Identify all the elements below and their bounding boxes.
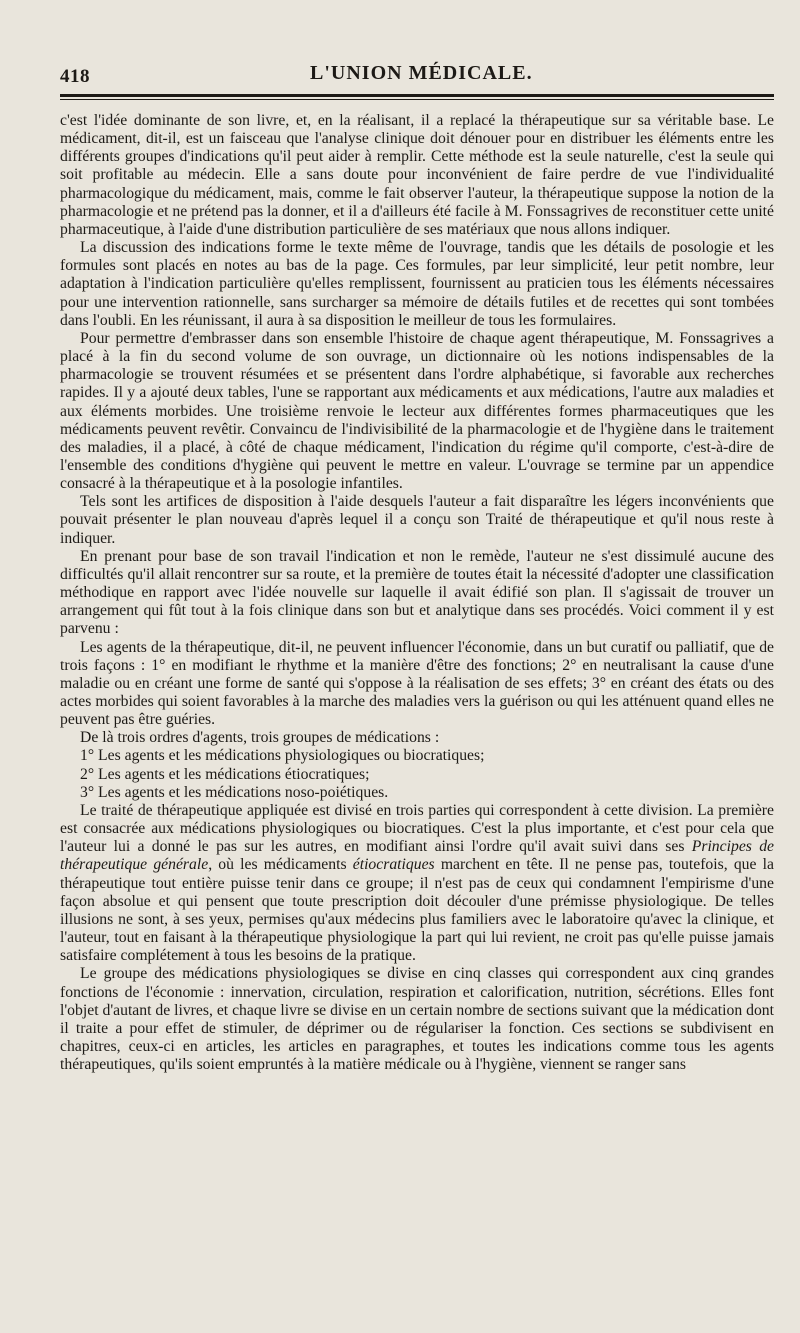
paragraph: De là trois ordres d'agents, trois groupes de médications : [80,729,440,747]
paragraph: c'est l'idée dominante de son livre, et, en la réalisant, il a replacé la thérapeutique sur sa véritable base. Le médicament, dit-il, est un faisceau que l'analyse clinique doit dénouer pour en distribuer les éléments entre les différents groupes d'indications qu'il peut aider à remplir. Cette méthode est la seule naturelle, c'est la seule qui soit profitable au médecin. Elle a sans doute pour inconvénient de faire perdre de vue l'individualité pharmacologique du médicament, mais, comme le fait observer l'auteur, la thérapeutique suppose la notion de la pharmacologie et ne prétend pas la donner, et il a d'ailleurs été facile à M. Fonssagrives de reconstituer cette unité pharmaceutique, à l'aide d'une distribution particulière de ses matériaux que nous allons indiquer. [60,112,774,238]
list-item: 2° Les agents et les médications étiocratiques; [80,765,370,783]
page-header [60,58,774,88]
paragraph: Le groupe des médications physiologiques se divise en cinq classes qui correspondent aux cinq grandes fonctions de l'économie : innervation, circulation, respiration et calorification, nutrition, sécrétions. Elles font l'objet d'autant de livres, et chaque livre se divise en un certain nombre de sections suivant que la médication dont il traite a pour effet de stimuler, de déprimer ou de régulariser la fonction. Ces sections se subdivisent en chapitres, ceux-ci en articles, les articles en paragraphes, et toutes les indications comme tous les agents thérapeutiques, qu'ils soient empruntés à la matière médicale ou à l'hygiène, viennent se ranger sans [60,965,774,1074]
paragraph [60,802,774,965]
paragraph: La discussion des indications forme le texte même de l'ouvrage, tandis que les détails de posologie et les formules sont placés en notes au bas de la page. Ces formules, par leur simplicité, leur petit nombre, leur adaptation à l'indication particulière qu'elles remplissent, fournissent au praticien tous les éléments nécessaires pour une intervention rationnelle, sans surcharger sa mémoire de détails futiles et de recettes qui sont tombées dans l'oubli. En les réunissant, il aura à sa disposition le meilleur de tous les formulaires. [60,239,774,329]
running-title: L'UNION MÉDICALE. [310,62,533,84]
text-run: Le traité de thérapeutique appliquée est divisé en trois parties qui correspondent à cette division. La première est consacrée aux médications physiologiques ou biocratiques. C'est la plus importante, et c'est pour cela que l'auteur lui a donné le pas sur les autres, en modifiant ainsi l'ordre qu'il avait suivi dans ses [60,801,774,856]
paragraph: Les agents de la thérapeutique, dit-il, ne peuvent influencer l'économie, dans un but curatif ou palliatif, que de trois façons : 1° en modifiant le rhythme et la manière d'être des fonctions; 2° en neutralisant la cause d'une maladie ou en créant une forme de santé qui s'oppose à la réalisation de ses effets; 3° en créant des états ou des actes morbides qui soient favorables à la marche des maladies vers la guérison ou qui les atténuent quand elles ne peuvent pas être guéries. [60,638,774,729]
book-title-italic: Principes de thérapeutique générale [60,838,774,874]
paragraph: Pour permettre d'embrasser dans son ensemble l'histoire de chaque agent thérapeutique, M. Fonssagrives a placé à la fin du second volume de son ouvrage, un dictionnaire où les notions indispensables de la pharmacologie se trouvent résumées et se présentent dans l'ordre alphabétique, si favorable aux recherches rapides. Il y a ajouté deux tables, l'une se rapportant aux médicaments et aux médications, l'autre aux maladies et aux éléments morbides. Une troisième renvoie le lecteur aux différentes formes pharmaceutiques que les médicaments peuvent revêtir. Convaincu de l'indivisibilité de la pharmacologie et de l'hygiène dans le traitement des maladies, il a placé, à côté de chaque médicament, l'indication du régime qu'il comporte, c'est-à-dire de l'ensemble des conditions d'hygiène qui peuvent le mettre en valeur. L'ouvrage se termine par un appendice consacré à la thérapeutique et à la posologie infantiles. [60,329,774,493]
list-item: 1° Les agents et les médications physiologiques ou biocratiques; [80,747,485,765]
page-number: 418 [60,66,90,87]
text-run: marchent en tête. Il ne pense pas, toutefois, que la thérapeutique tout entière puisse tenir dans ce groupe; il n'est pas de ceux qui condamnent l'empirisme d'une façon absolue et qui pensent que toute prescription doit découler d'une prémisse physiologique. De telles illusions ne sont, à ses yeux, permises qu'aux médecins plus familiers avec le laboratoire qu'avec la clinique, et l'auteur, tout en faisant à la thérapeutique physiologique la part qui lui revient, ne croit pas qu'elle puisse jamais satisfaire complétement à tous les besoins de la pratique. [60,856,774,965]
italic-term: étiocratiques [352,856,435,874]
body-text [60,112,774,1074]
paragraph: Tels sont les artifices de disposition à l'aide desquels l'auteur a fait disparaître les légers inconvénients que pouvait présenter le plan nouveau d'après lequel il a conçu son Traité de thérapeutique et qu'il nous reste à indiquer. [60,493,774,547]
list-item: 3° Les agents et les médications noso-poiétiques. [80,783,389,801]
paragraph: En prenant pour base de son travail l'indication et non le remède, l'auteur ne s'est dissimulé aucune des difficultés qu'il allait rencontrer sur sa route, et la première de toutes était la nécessité d'adopter une classification méthodique en rapport avec l'idée nouvelle sur laquelle il avait édifié son plan. Il s'agissait de trouver un arrangement qui fût tout à la fois clinique dans son but et analytique dans ses procédés. Voici comment il y est parvenu : [60,547,774,638]
text-run: , où les médicaments [208,856,353,874]
header-rule [60,94,774,100]
